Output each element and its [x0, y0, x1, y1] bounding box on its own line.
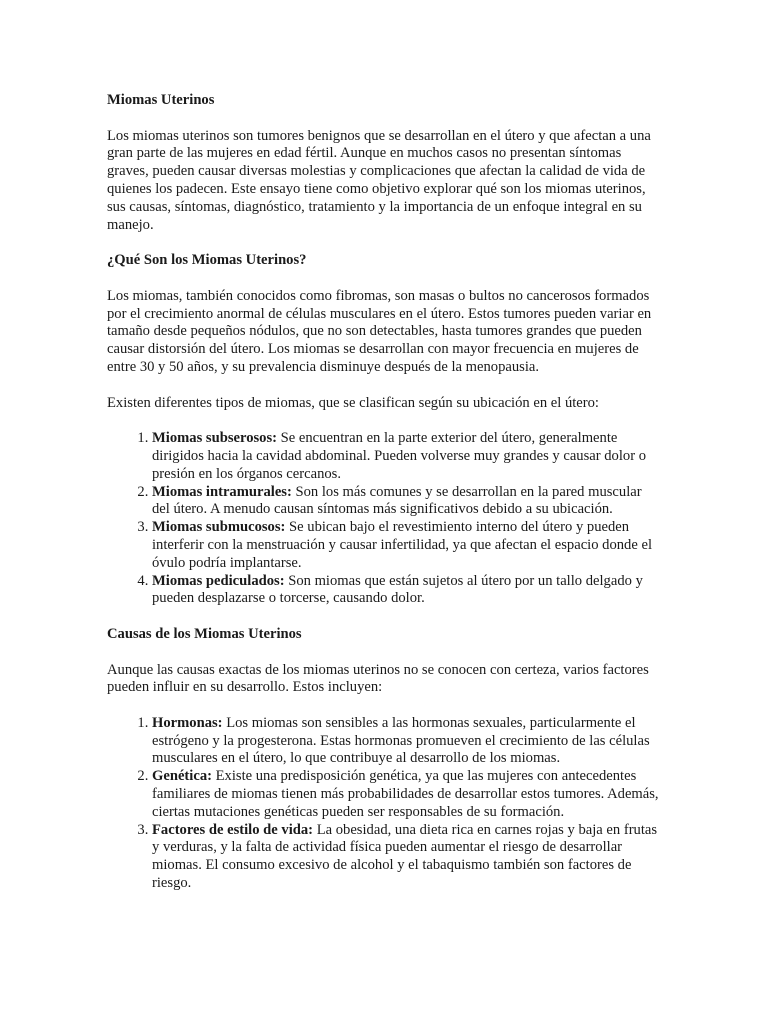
- section-heading-what-are: ¿Qué Son los Miomas Uterinos?: [107, 252, 307, 269]
- list-item-text: Los miomas son sensibles a las hormonas sexuales, particularmente el estrógeno y la progesterona. Estas hormonas promueven el crecimiento de las células musculares en el útero, lo que contribuye al desarrollo de los miomas.: [152, 714, 650, 767]
- list-item: [152, 519, 663, 572]
- list-item-term: Miomas subserosos:: [152, 430, 278, 447]
- list-item: [152, 573, 663, 609]
- intro-paragraph: Los miomas uterinos son tumores benignos que se desarrollan en el útero y que afectan a una gran parte de las mujeres en edad fértil. Aunque en muchos casos no presentan síntomas graves, pueden causar diversas molestias y complicaciones que afectan la calidad de vida de quienes los padecen. Este ensayo tiene como objetivo explorar qué son los miomas uterinos, sus causas, síntomas, diagnóstico, tratamiento y la importancia de un enfoque integral en su manejo.: [107, 127, 651, 233]
- spacer: [107, 644, 663, 662]
- list-item: [152, 768, 663, 821]
- causes-list: [107, 715, 663, 893]
- spacer: [107, 110, 663, 128]
- types-list: [107, 430, 663, 608]
- list-item-text: Se encuentran en la parte exterior del útero, generalmente dirigidos hacia la cavidad abdominal. Pueden volverse muy grandes y causar dolor o presión en los órganos cercanos.: [152, 430, 647, 482]
- causes-intro: Aunque las causas exactas de los miomas uterinos no se conocen con certeza, varios factores pueden influir en su desarrollo. Estos incluyen:: [107, 661, 649, 696]
- types-intro: Existen diferentes tipos de miomas, que se clasifican según su ubicación en el útero:: [107, 394, 599, 411]
- spacer: [107, 234, 663, 252]
- list-item: [152, 822, 663, 893]
- list-item-term: Miomas intramurales:: [152, 483, 292, 500]
- list-item-text: Existe una predisposición genética, ya que las mujeres con antecedentes familiares de miomas tienen más probabilidades de desarrollar estos tumores. Además, ciertas mutaciones genéticas pueden ser responsables de su formación.: [152, 768, 659, 820]
- document-title: Miomas Uterinos: [107, 92, 215, 108]
- list-item-text: Se ubican bajo el revestimiento interno del útero y pueden interferir con la menstruación y causar infertilidad, ya que afectan el espacio donde el óvulo podría implantarse.: [152, 519, 653, 571]
- list-item: [152, 430, 663, 483]
- spacer: [107, 412, 663, 430]
- spacer: [107, 270, 663, 288]
- spacer: [107, 377, 663, 395]
- list-item-term: Genética:: [152, 768, 212, 785]
- definition-paragraph: Los miomas, también conocidos como fibromas, son masas o bultos no cancerosos formados por el crecimiento anormal de células musculares en el útero. Estos tumores pueden variar en tamaño desde pequeños nódulos, que no son detectables, hasta tumores grandes que pueden causar distorsión del útero. Los miomas se desarrollan con mayor frecuencia en mujeres de entre 30 y 50 años, y su prevalencia disminuye después de la menopausia.: [107, 287, 652, 375]
- list-item: [152, 484, 663, 520]
- document-page: [107, 92, 663, 893]
- list-item-text: Son miomas que están sujetos al útero por un tallo delgado y pueden desplazarse o torcerse, causando dolor.: [152, 572, 643, 607]
- list-item: [152, 715, 663, 768]
- spacer: [107, 608, 663, 626]
- spacer: [107, 697, 663, 715]
- list-item-term: Miomas submucosos:: [152, 519, 286, 536]
- list-item-text: Son los más comunes y se desarrollan en la pared muscular del útero. A menudo causan síntomas más significativos debido a su ubicación.: [152, 483, 642, 518]
- list-item-term: Hormonas:: [152, 714, 223, 731]
- list-item-text: La obesidad, una dieta rica en carnes rojas y baja en frutas y verduras, y la falta de actividad física pueden aumentar el riesgo de desarrollar miomas. El consumo excesivo de alcohol y el tabaquismo también son factores de riesgo.: [152, 821, 658, 892]
- section-heading-causes: Causas de los Miomas Uterinos: [107, 625, 302, 642]
- list-item-term: Miomas pediculados:: [152, 572, 285, 589]
- list-item-term: Factores de estilo de vida:: [152, 821, 314, 838]
